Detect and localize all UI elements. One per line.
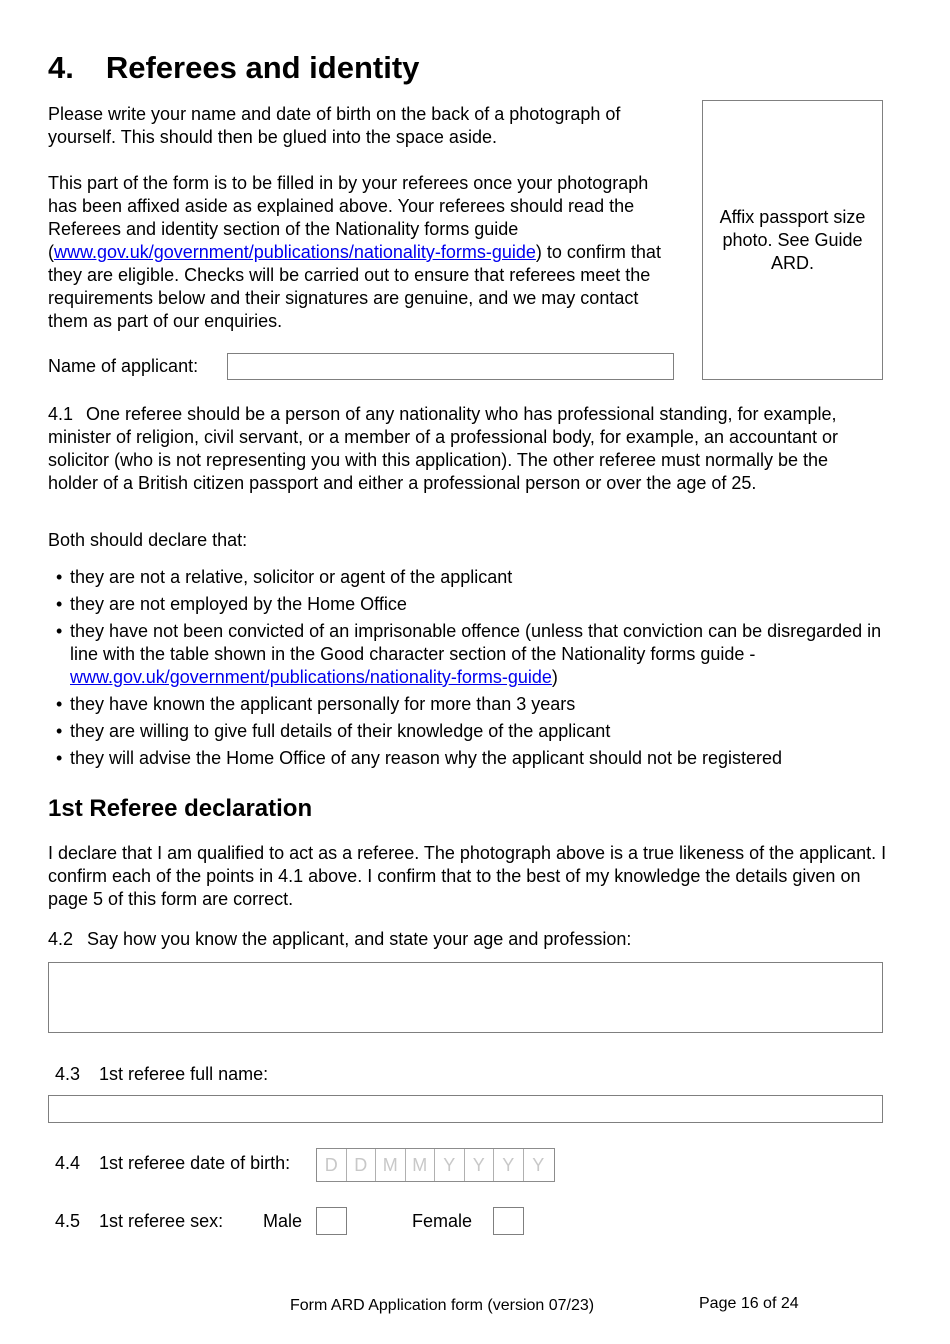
requirements-list	[48, 566, 883, 774]
list-item-text: they have not been convicted of an imprisonable offence (unless that conviction can be disregarded in line with the table shown in the Good character section of the Nationality forms guide -	[70, 621, 882, 664]
dob-month-digit[interactable]: M	[376, 1149, 406, 1181]
referee-1-declaration: I declare that I am qualified to act as a referee. The photograph above is a true likeness of the applicant. I confirm each of the points in 4.1 above. I confirm that to the best of my knowledge the details given on page 5 of this form are correct.	[48, 843, 887, 909]
dob-year-digit[interactable]: Y	[435, 1149, 465, 1181]
dob-year-digit[interactable]: Y	[532, 1154, 545, 1175]
footer-page-number: Page 16 of 24	[699, 1295, 799, 1312]
list-item: • they are not a relative, solicitor or agent of the applicant	[48, 566, 883, 589]
list-item: • they are willing to give full details of their knowledge of the applicant	[48, 720, 883, 743]
question-4-2-label: Say how you know the applicant, and state your age and profession:	[87, 929, 632, 949]
question-number: 4.2	[48, 929, 74, 949]
male-label: Male	[263, 1211, 303, 1231]
dob-year-digit[interactable]: Y	[494, 1149, 524, 1181]
question-number: 4.4	[55, 1153, 81, 1173]
question-4-5	[55, 1210, 223, 1233]
intro-paragraph-1: Please write your name and date of birth on the back of a photograph of yourself. This should then be glued into the space aside.	[48, 104, 621, 147]
footer-form-name: Form ARD Application form (version 07/23)	[290, 1297, 595, 1314]
question-4-4	[55, 1152, 290, 1175]
list-item	[48, 620, 883, 689]
section-heading	[48, 50, 419, 86]
passport-photo-box[interactable]	[702, 100, 883, 380]
question-4-1-text: One referee should be a person of any nationality who has professional standing, for example, minister of religion, civil servant, or a member of a professional body, for example, an accountant or solicitor (who is not representing you with this application). The other referee must normally be the holder of a British citizen passport and either a professional person or over the age of 25.	[48, 404, 839, 493]
list-item: • they will advise the Home Office of any reason why the applicant should not be registered	[48, 747, 883, 770]
male-checkbox[interactable]	[316, 1207, 347, 1235]
question-4-4-label: 1st referee date of birth:	[99, 1153, 291, 1173]
dob-year-digit[interactable]: Y	[465, 1149, 495, 1181]
dob-day-digit[interactable]: D	[317, 1149, 347, 1181]
dob-month-digit[interactable]: M	[406, 1149, 436, 1181]
female-checkbox[interactable]	[493, 1207, 524, 1235]
intro-paragraph-2	[48, 172, 673, 333]
dob-day-digit[interactable]: D	[347, 1149, 377, 1181]
intro-text-cont: ) to confirm that they are eligible. Checks will be carried out to ensure that referees meet the requirements below and their signatures are genuine, and we may contact them as part of our enquiries.	[48, 242, 661, 331]
list-item: • they have known the applicant personally for more than 3 years	[48, 693, 883, 716]
nationality-guide-link-2[interactable]: www.gov.uk/government/publications/nationality-forms-guide	[70, 667, 552, 687]
list-item-text-cont: )	[551, 667, 558, 687]
female-label: Female	[412, 1211, 473, 1231]
question-4-5-label: 1st referee sex:	[99, 1211, 224, 1231]
question-number: 4.5	[55, 1211, 81, 1231]
referee-full-name-input[interactable]	[48, 1095, 883, 1123]
question-4-3-label: 1st referee full name:	[99, 1064, 269, 1084]
intro-text: This part of the form is to be filled in by your referees once your photograph has been affixed aside as explained above. Your referees should read the Referees and identity section of the Nationality forms guide (	[48, 173, 649, 262]
question-4-3	[55, 1063, 268, 1086]
nationality-guide-link[interactable]: www.gov.uk/government/publications/nationality-forms-guide	[54, 242, 536, 262]
list-item: • they are not employed by the Home Office	[48, 593, 883, 616]
photo-box-instruction: Affix passport size photo. See Guide ARD.	[719, 206, 866, 273]
question-number: 4.1	[48, 404, 74, 424]
question-4-1	[48, 403, 883, 495]
applicant-name-label: Name of applicant:	[48, 356, 199, 376]
section-number: 4.	[48, 50, 74, 85]
applicant-name-input[interactable]	[227, 353, 674, 380]
section-title: Referees and identity	[105, 50, 420, 85]
referee-1-heading: 1st Referee declaration	[48, 795, 313, 822]
question-number: 4.3	[55, 1064, 81, 1084]
declare-intro: Both should declare that:	[48, 530, 248, 550]
relationship-textarea[interactable]	[48, 962, 883, 1033]
question-4-2	[48, 928, 631, 951]
referee-dob-input[interactable]	[316, 1148, 555, 1182]
